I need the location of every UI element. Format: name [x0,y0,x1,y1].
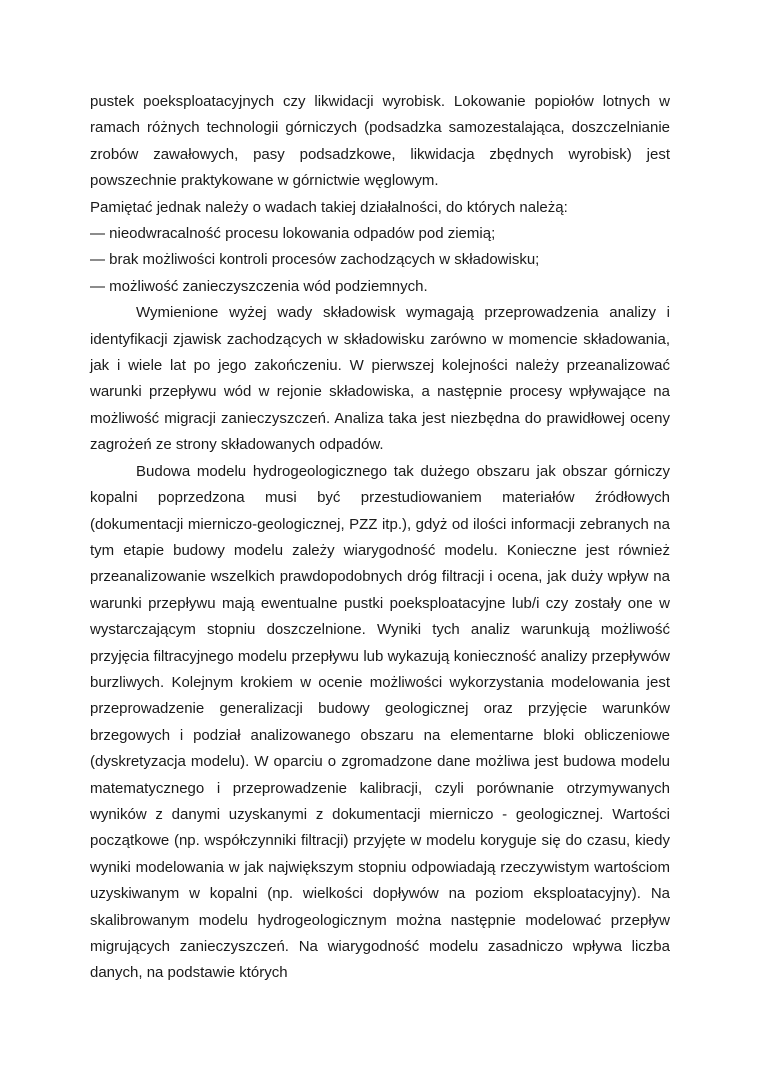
paragraph-model-building: Budowa modelu hydrogeologicznego tak dużego obszaru jak obszar górniczy kopalni poprzedzona musi być przestudiowaniem materiałów źródłowych (dokumentacji mierniczo-geologicznej, PZZ itp.), gdyż od ilości informacji zebranych na tym etapie budowy modelu zależy wiarygodność modelu. Konieczne jest również przeanalizowanie wszelkich prawdopodobnych dróg filtracji i ocena, jak duży wpływ na warunki przepływu mają ewentualne pustki poeksploatacyjne lub/i czy zostały one w wystarczającym stopniu doszczelnione. Wyniki tych analiz warunkują możliwość przyjęcia filtracyjnego modelu przepływu lub wykazują konieczność analizy przepływów burzliwych. Kolejnym krokiem w ocenie możliwości wykorzystania modelowania jest przeprowadzenie generalizacji budowy geologicznej oraz przyjęcie warunków brzegowych i podział analizowanego obszaru na elementarne bloki obliczeniowe (dyskretyzacja modelu). W oparciu o zgromadzone dane możliwa jest budowa modelu matematycznego i przeprowadzenie kalibracji, czyli porównanie otrzymywanych wyników z danymi uzyskanymi z dokumentacji mierniczo - geologicznej. Wartości początkowe (np. współczynniki filtracji) przyjęte w modelu koryguje się do czasu, kiedy wyniki modelowania w jak największym stopniu odpowiadają rzeczywistym wartościom uzyskiwanym w kopalni (np. wielkości dopływów na poziom eksploatacyjny). Na skalibrowanym modelu hydrogeologicznym można następnie modelować przepływ migrujących zanieczyszczeń. Na wiarygodność modelu zasadniczo wpływa liczba danych, na podstawie których [90,462,670,982]
list-item: — możliwość zanieczyszczenia wód podziemnych. [90,277,428,295]
paragraph-waste-analysis: Wymienione wyżej wady składowisk wymagają przeprowadzenia analizy i identyfikacji zjawisk zachodzących w składowisku zarówno w momencie składowania, jak i wiele lat po jego zakończeniu. W pierwszej kolejności należy przeanalizować warunki przepływu wód w rejonie składowiska, a następnie procesy wpływające na możliwość migracji zanieczyszczeń. Analiza taka jest niezbędna do prawidłowej oceny zagrożeń ze strony składowanych odpadów. [90,304,670,454]
paragraph-lead: Pamiętać jednak należy o wadach takiej działalności, do których należą: [90,198,568,216]
paragraph-continuation: pustek poeksploatacyjnych czy likwidacji wyrobisk. Lokowanie popiołów lotnych w ramach różnych technologii górniczych (podsadzka samozestalająca, doszczelnianie zrobów zawałowych, pasy podsadzkowe, likwidacja zbędnych wyrobisk) jest powszechnie praktykowane w górnictwie węglowym. [90,93,670,190]
list-item: — brak możliwości kontroli procesów zachodzących w składowisku; [90,251,540,269]
list-item: — nieodwracalność procesu lokowania odpadów pod ziemią; [90,225,496,243]
body-text [90,89,670,987]
